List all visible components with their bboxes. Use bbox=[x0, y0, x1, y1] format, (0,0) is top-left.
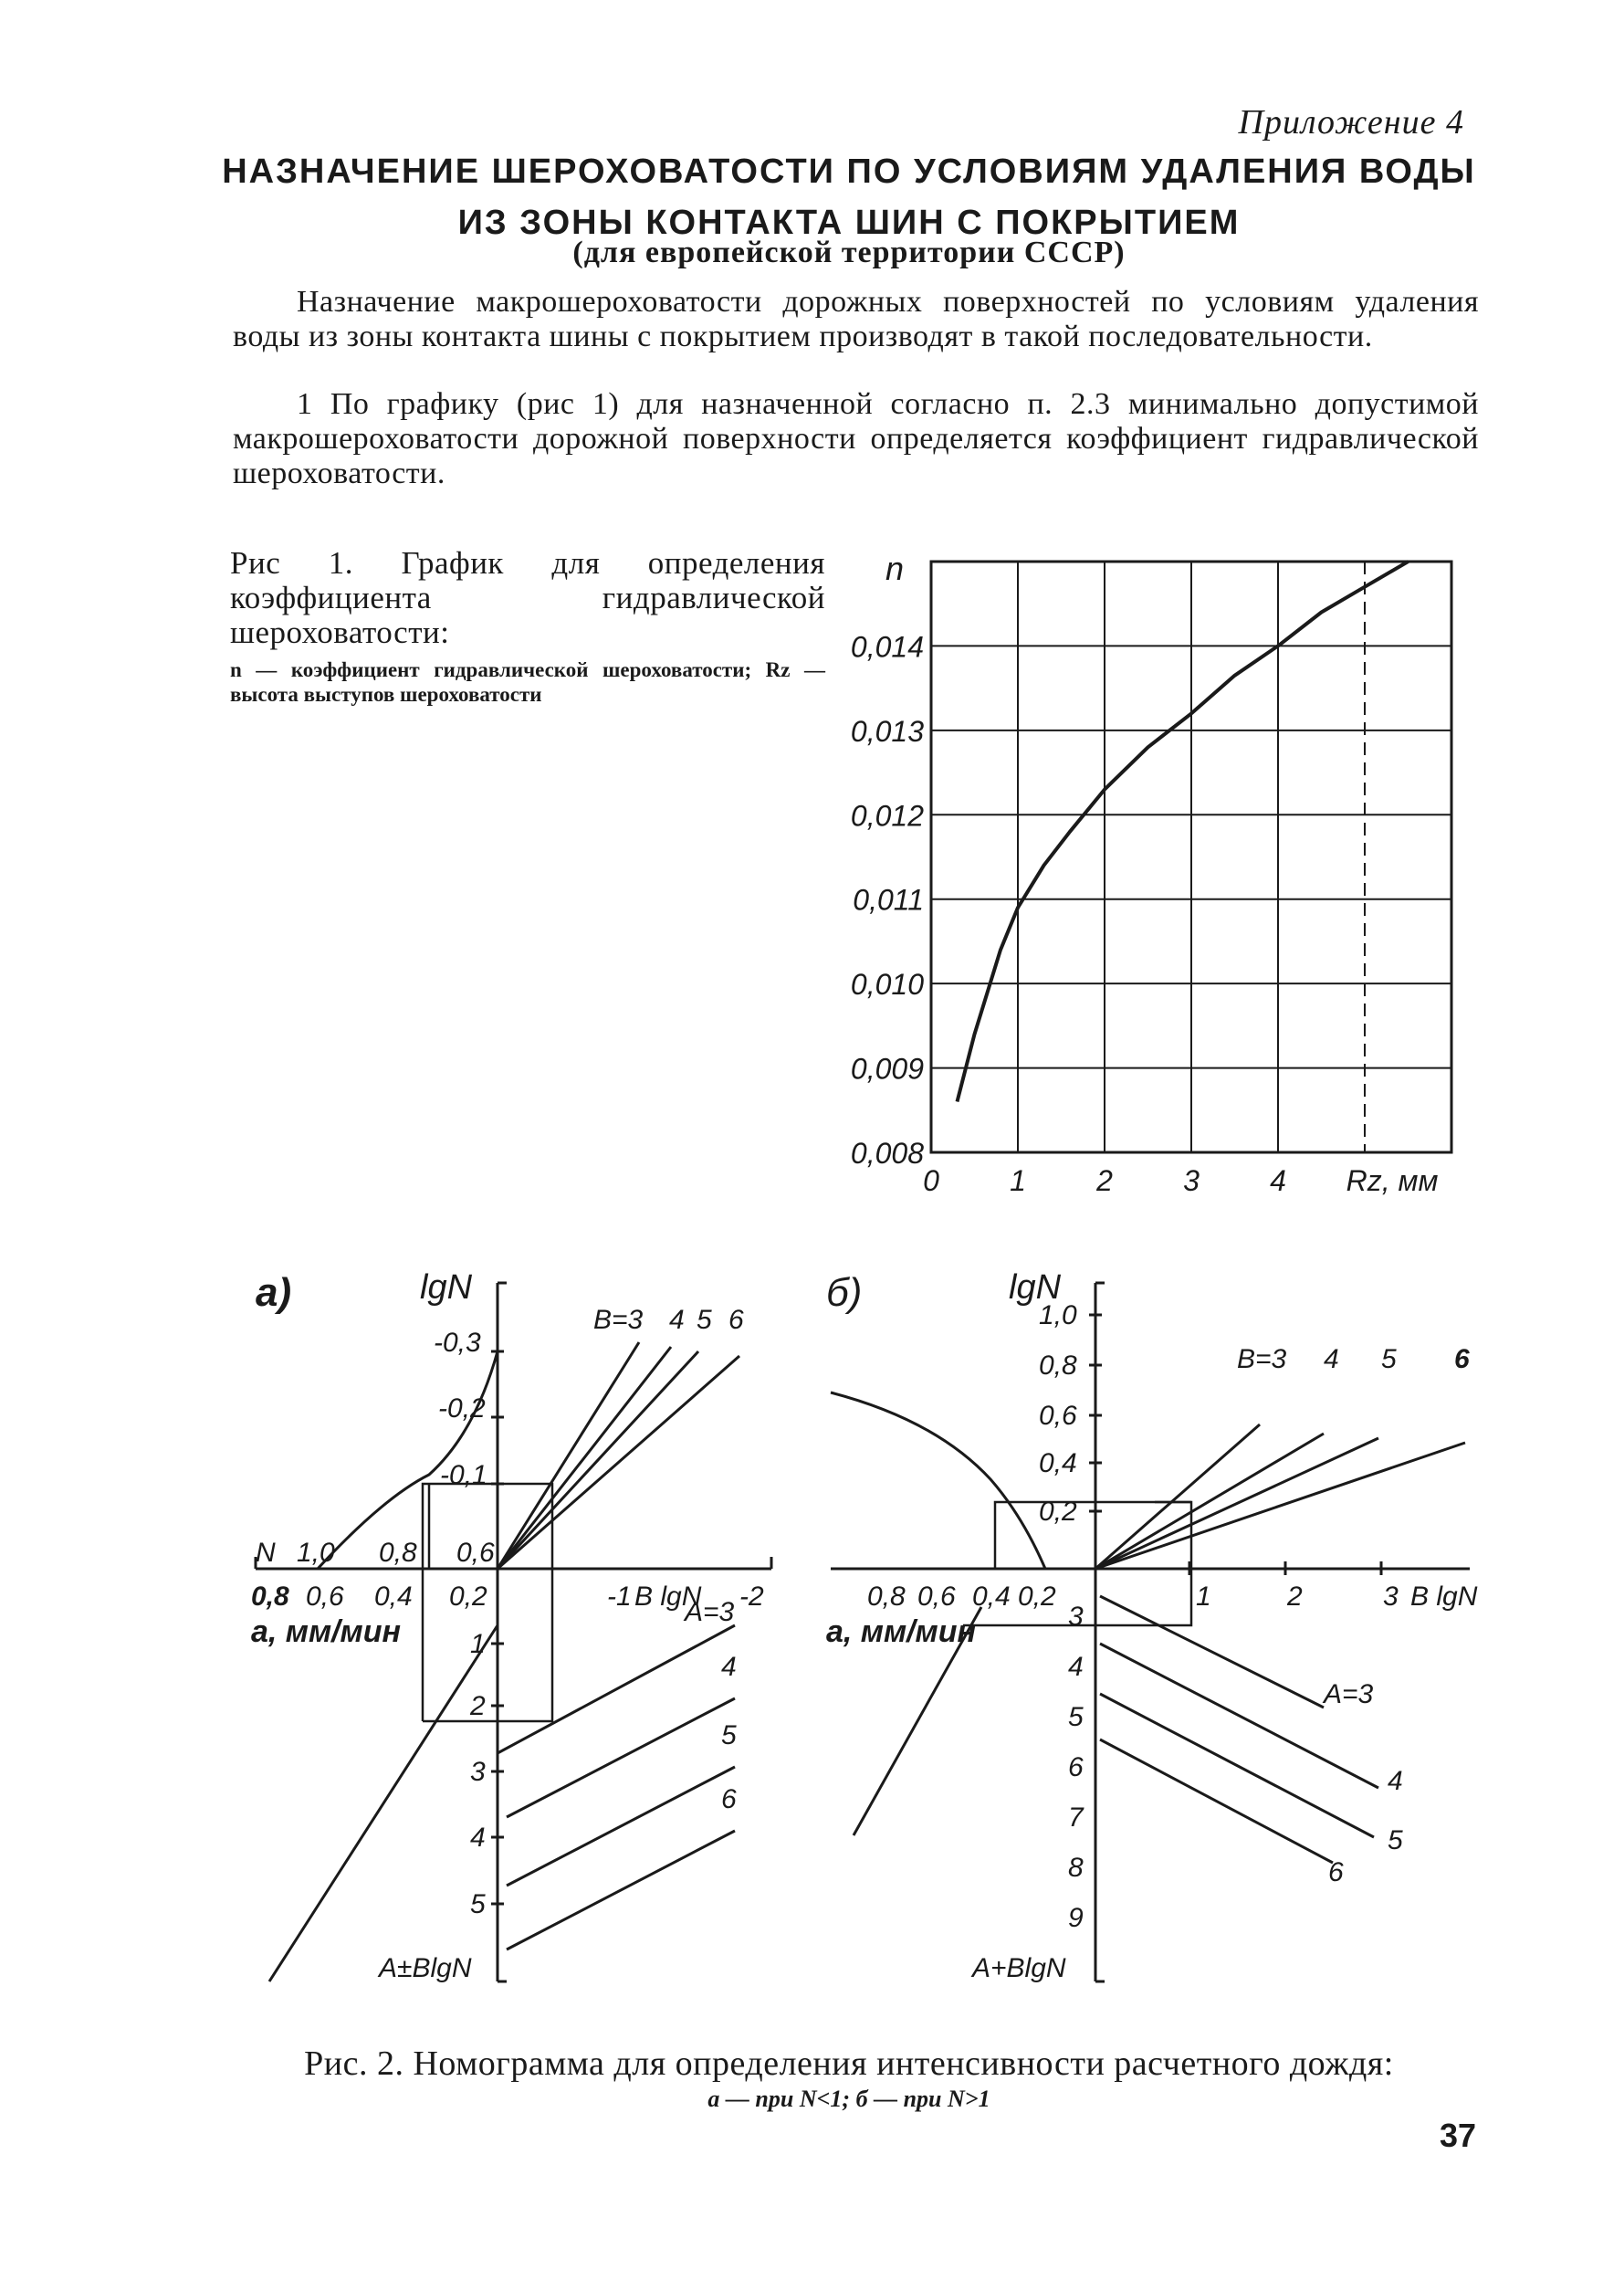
panel-a-ray-B4 bbox=[498, 1347, 671, 1569]
x-tick-label: 2 bbox=[1096, 1164, 1113, 1196]
paragraph-1: Назначение макрошероховатости дорожных поверхностей по условиям удаления воды из зоны контакта шины с покрытием производят в такой последовательности. bbox=[233, 285, 1479, 353]
panel-a-line-A4 bbox=[507, 1698, 735, 1817]
panel-b-a-tick-02: 0,2 bbox=[1018, 1582, 1056, 1612]
panel-a-BlgN-label: В lgN bbox=[634, 1582, 702, 1612]
panel-a-right-tick-2: -2 bbox=[739, 1582, 764, 1612]
panel-a-a-axis-label: а, мм/мин bbox=[251, 1614, 402, 1649]
panel-a-construction-path bbox=[423, 1484, 552, 1721]
paragraph-2: 1 По графику (рис 1) для назначенной согласно п. 2.3 минимально допустимой макрошероховатости дорожной поверхности определяется коэффициент гидравлической шероховатости. bbox=[233, 387, 1479, 490]
panel-b-tick-02: 0,2 bbox=[1039, 1497, 1077, 1527]
panel-a-label: а) bbox=[256, 1270, 292, 1315]
series-line bbox=[958, 562, 1409, 1102]
panel-b-a-axis-label: а, мм/мин bbox=[826, 1614, 977, 1649]
panel-b-low-tick-5: 5 bbox=[1068, 1702, 1084, 1732]
panel-a-tick-m02: -0,2 bbox=[438, 1393, 486, 1424]
panel-b-ray-B3 bbox=[1095, 1424, 1260, 1569]
panel-b-tick-10: 1,0 bbox=[1039, 1300, 1077, 1330]
y-tick-label: 0,010 bbox=[850, 968, 924, 1002]
panel-a-N-tick-08: 0,8 bbox=[379, 1538, 417, 1568]
panel-b-B-label-5: 5 bbox=[1381, 1344, 1397, 1374]
panel-b-tick-06: 0,6 bbox=[1039, 1401, 1077, 1431]
panel-b-right-tick-3: 3 bbox=[1383, 1582, 1399, 1612]
panel-a-A-label-4: 4 bbox=[721, 1652, 737, 1682]
panel-b-right-tick-2: 2 bbox=[1287, 1582, 1303, 1612]
panel-a-low-tick-2: 2 bbox=[470, 1691, 486, 1721]
panel-a-low-tick-4: 4 bbox=[470, 1823, 486, 1853]
panel-b-line-A6 bbox=[1100, 1739, 1333, 1863]
y-tick-label: 0,009 bbox=[850, 1052, 924, 1086]
panel-b-low-tick-6: 6 bbox=[1068, 1752, 1084, 1782]
panel-b-label: б) bbox=[826, 1270, 863, 1315]
panel-a-ray-B6 bbox=[498, 1356, 739, 1569]
panel-b-a-tick-06: 0,6 bbox=[917, 1582, 956, 1612]
panel-b-A-label-5: 5 bbox=[1388, 1825, 1403, 1855]
title-line-2: ИЗ ЗОНЫ КОНТАКТА ШИН С ПОКРЫТИЕМ bbox=[457, 204, 1241, 242]
figure2-panel-b bbox=[826, 1260, 1483, 2027]
panel-b-bottom-label: А+ВlgN bbox=[972, 1953, 1066, 1983]
panel-a-B-label-6: 6 bbox=[728, 1305, 744, 1335]
panel-b-a-tick-08: 0,8 bbox=[867, 1582, 906, 1612]
figure1-legend: n — коэффициент гидравлической шероховатости; Rz — высота выступов шероховатости bbox=[230, 658, 825, 706]
panel-a-ray-B3 bbox=[498, 1342, 639, 1569]
x-tick-label: 3 bbox=[1183, 1164, 1200, 1196]
panel-a-B-label-4: 4 bbox=[669, 1305, 685, 1335]
panel-a-A-label-5: 5 bbox=[721, 1720, 737, 1750]
panel-b-A-label-4: 4 bbox=[1388, 1766, 1403, 1796]
y-tick-label: 0,013 bbox=[850, 714, 924, 748]
panel-b-B-label-6: 6 bbox=[1454, 1344, 1470, 1374]
chart-grid bbox=[931, 562, 1451, 1152]
panel-b-BlgN-label: В lgN bbox=[1410, 1582, 1478, 1612]
y-tick-label: 0,012 bbox=[850, 799, 924, 833]
panel-b-N-curve bbox=[831, 1392, 1045, 1569]
panel-b-low-tick-3: 3 bbox=[1068, 1602, 1084, 1632]
panel-a-low-tick-1: 1 bbox=[470, 1629, 486, 1659]
panel-a-line-A3 bbox=[498, 1625, 735, 1753]
panel-b-tick-08: 0,8 bbox=[1039, 1350, 1077, 1381]
panel-a-A-label-3: А=3 bbox=[685, 1597, 735, 1627]
panel-a-B-label-3: В=3 bbox=[593, 1305, 644, 1335]
panel-a-line-A6 bbox=[507, 1831, 735, 1949]
panel-a-low-tick-5: 5 bbox=[470, 1889, 486, 1919]
panel-b-line-A3 bbox=[1100, 1596, 1324, 1708]
page-number: 37 bbox=[1439, 2117, 1476, 2154]
title-line-1: НАЗНАЧЕНИЕ ШЕРОХОВАТОСТИ ПО УСЛОВИЯМ УДАЛЕНИЯ ВОДЫ bbox=[222, 152, 1476, 191]
panel-b-a-tick-04: 0,4 bbox=[972, 1582, 1011, 1612]
panel-a-a-tick-06: 0,6 bbox=[306, 1582, 344, 1612]
y-tick-label: 0,014 bbox=[850, 630, 924, 664]
figure2-panel-a bbox=[246, 1260, 812, 2027]
panel-a-a-line bbox=[269, 1625, 498, 1981]
panel-b-ray-B6 bbox=[1095, 1443, 1465, 1569]
figure1-chart bbox=[822, 539, 1479, 1196]
panel-b-tick-04: 0,4 bbox=[1039, 1448, 1077, 1478]
panel-a-tick-m01: -0,1 bbox=[440, 1460, 487, 1490]
x-tick-label: 4 bbox=[1270, 1164, 1286, 1196]
panel-a-A-label-6: 6 bbox=[721, 1784, 737, 1814]
panel-a-N-label: N bbox=[256, 1538, 276, 1568]
panel-a-B-label-5: 5 bbox=[697, 1305, 712, 1335]
appendix-label: Приложение 4 bbox=[1238, 103, 1464, 142]
panel-b-A-label-6: 6 bbox=[1328, 1857, 1344, 1887]
panel-a-lgN-label: lgN bbox=[420, 1268, 473, 1307]
figure2-caption: Рис. 2. Номограмма для определения интенсивности расчетного дождя: bbox=[304, 2044, 1394, 2083]
y-tick-label: 0,008 bbox=[850, 1137, 924, 1170]
panel-a-bottom-label: А±ВlgN bbox=[379, 1953, 472, 1983]
panel-b-right-tick-1: 1 bbox=[1196, 1582, 1211, 1612]
figure2-subcaption: а — при N<1; б — при N>1 bbox=[707, 2086, 990, 2112]
panel-a-N-tick-1: 1,0 bbox=[297, 1538, 335, 1568]
x-tick-label: 1 bbox=[1010, 1164, 1026, 1196]
x-axis-label: Rz, мм bbox=[1346, 1164, 1439, 1196]
x-tick-label: 0 bbox=[923, 1164, 939, 1196]
panel-a-right-tick-1: -1 bbox=[607, 1582, 632, 1612]
panel-b-low-tick-9: 9 bbox=[1068, 1903, 1084, 1933]
panel-b-low-tick-4: 4 bbox=[1068, 1652, 1084, 1682]
page-title bbox=[219, 146, 1479, 248]
panel-a-low-tick-3: 3 bbox=[470, 1757, 486, 1787]
page-subtitle: (для европейской территории СССР) bbox=[572, 236, 1126, 269]
panel-b-low-tick-7: 7 bbox=[1068, 1802, 1084, 1833]
panel-a-tick-m03: -0,3 bbox=[434, 1328, 481, 1358]
panel-b-ray-B5 bbox=[1095, 1438, 1378, 1569]
panel-a-a-tick-04: 0,4 bbox=[374, 1582, 413, 1612]
panel-b-A-label-3: А=3 bbox=[1324, 1679, 1374, 1709]
panel-b-B-label-4: 4 bbox=[1324, 1344, 1339, 1374]
panel-a-N-tick-06: 0,6 bbox=[456, 1538, 495, 1568]
y-axis-label: n bbox=[885, 550, 905, 587]
panel-b-B-label-3: В=3 bbox=[1237, 1344, 1287, 1374]
panel-a-ray-B5 bbox=[498, 1351, 698, 1569]
panel-a-a-tick-02: 0,2 bbox=[449, 1582, 487, 1612]
chart-series bbox=[958, 562, 1409, 1102]
y-tick-label: 0,011 bbox=[853, 883, 924, 917]
panel-b-low-tick-8: 8 bbox=[1068, 1853, 1084, 1883]
figure1-caption: Рис 1. График для определения коэффициента гидравлической шероховатости: bbox=[230, 545, 825, 650]
panel-a-line-A5 bbox=[507, 1767, 735, 1886]
panel-a-a-tick-08: 0,8 bbox=[251, 1582, 289, 1612]
panel-b-lgN-label: lgN bbox=[1009, 1268, 1062, 1307]
